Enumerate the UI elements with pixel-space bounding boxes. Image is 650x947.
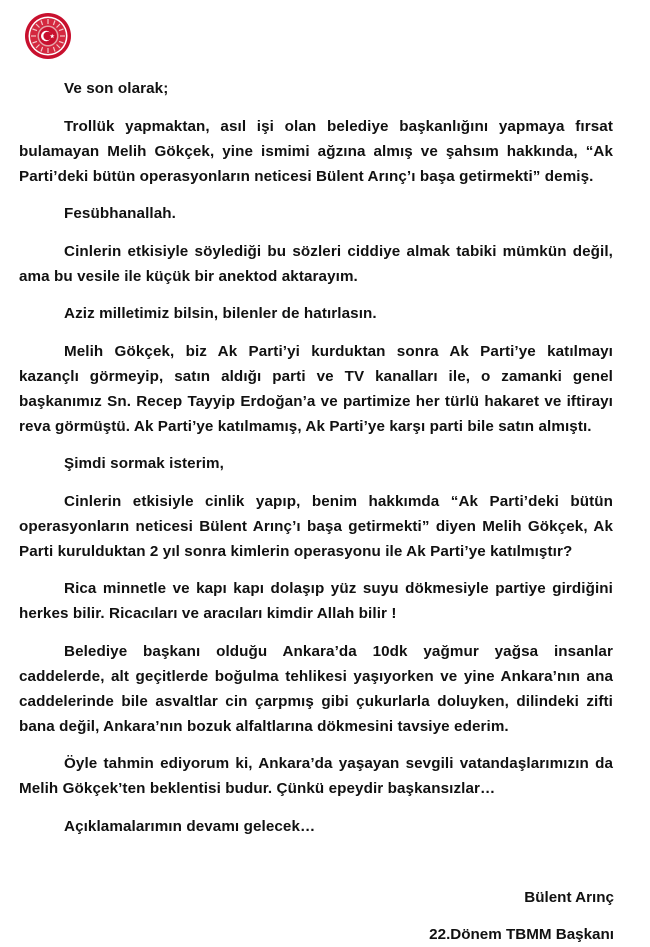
paragraph: Şimdi sormak isterim, [64, 455, 224, 472]
paragraph: Rica minnetle ve kapı kapı dolaşıp yüz suyu dökmesiyle partiye girdiğini herkes bilir. Ricacıları ve aracıları kimdir Allah bilir ! [19, 580, 613, 622]
paragraph: Ve son olarak; [64, 80, 169, 97]
signature-block [429, 885, 614, 947]
paragraph: Trollük yapmaktan, asıl işi olan belediye başkanlığını yapmaya fırsat bulamayan Melih Gökçek, yine ismimi ağzına almış ve şahsım hakkında, “Ak Parti’deki bütün operasyonların neticesi Bülent Arınç’ı başa getirmekti” demiş. [19, 117, 613, 185]
letter-body [19, 76, 613, 851]
paragraph: Fesübhanallah. [64, 205, 176, 222]
paragraph: Belediye başkanı olduğu Ankara’da 10dk yağmur yağsa insanlar caddelerde, alt geçitlerde boğulma tehlikesi yaşıyorken ve yine Ankara’nın ana caddelerinde bile asvaltlar cin çarpmış gibi çukurlarla doluyken, dilindeki zifti bana değil, Ankara’nın bozuk alfaltlarına dökmesini tavsiye ederim. [19, 642, 613, 735]
tbmm-emblem-icon [24, 12, 72, 60]
paragraph: Aziz milletimiz bilsin, bilenler de hatırlasın. [64, 305, 377, 322]
paragraph: Öyle tahmin ediyorum ki, Ankara’da yaşayan sevgili vatandaşlarımızın da Melih Gökçek’ten beklentisi budur. Çünkü epeydir başkansızlar… [19, 755, 613, 797]
signature-title: 22.Dönem TBMM Başkanı [429, 926, 614, 943]
paragraph: Cinlerin etkisiyle cinlik yapıp, benim hakkımda “Ak Parti’deki bütün operasyonların neticesi Bülent Arınç’ı başa getirmekti” diyen Melih Gökçek, Ak Parti kurulduktan 2 yıl sonra kimlerin operasyonu ile Ak Parti’ye katılmıştır? [19, 492, 613, 560]
paragraph: Melih Gökçek, biz Ak Parti’yi kurduktan sonra Ak Parti’ye katılmayı kazançlı görmeyip, satın aldığı parti ve TV kanalları ile, o zamanki genel başkanımız Sn. Recep Tayyip Erdoğan’a ve partimize her türlü hakaret ve iftirayı reva görmüştü. Ak Parti’ye katılmamış, Ak Parti’ye karşı parti bile satın almıştı. [19, 342, 613, 435]
paragraph: Açıklamalarımın devamı gelecek… [64, 817, 316, 835]
signature-name: Bülent Arınç [524, 889, 614, 906]
paragraph: Cinlerin etkisiyle söylediği bu sözleri ciddiye almak tabiki mümkün değil, ama bu vesile ile küçük bir anektod aktarayım. [19, 242, 613, 285]
